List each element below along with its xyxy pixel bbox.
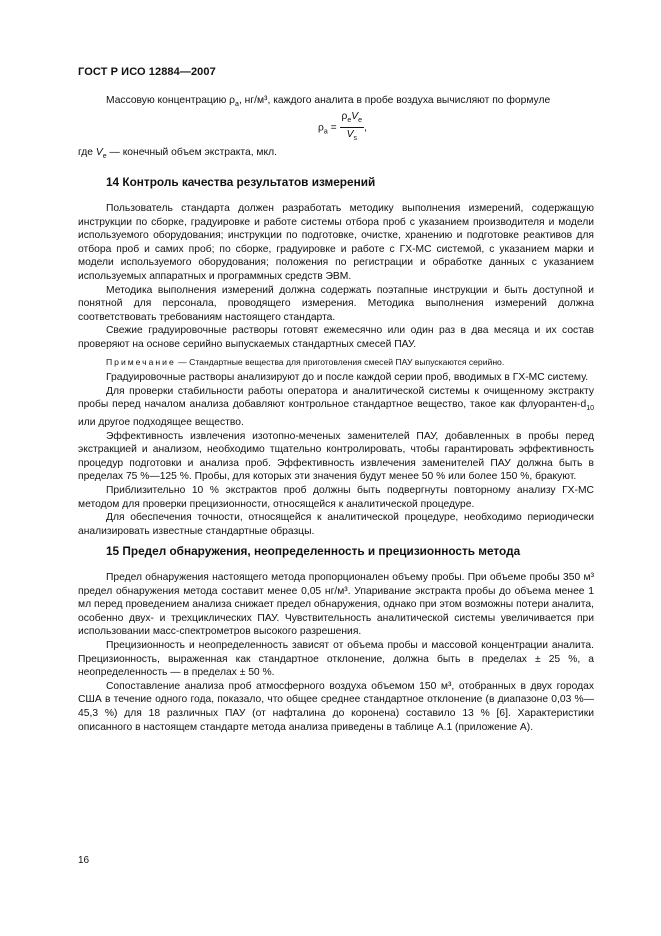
s14-note: Примечание — Стандартные вещества для приготовления смесей ПАУ выпускаются серийно. [106, 356, 505, 367]
section-14 [78, 174, 594, 538]
document-header: ГОСТ Р ИСО 12884—2007 [78, 66, 216, 78]
page-number: 16 [78, 855, 90, 866]
section-15-title: 15 Предел обнаружения, неопределенность и прецизионность метода [106, 544, 521, 558]
s14-paragraph-4: Градуировочные растворы анализируют до и после каждой серии проб, вводимых в ГХ-МС систему. [106, 372, 589, 384]
s14-paragraph-5: Для проверки стабильности работы оператора и аналитической системы к очищенному экстракту пробы перед началом анализа добавляют контрольное стандартное вещество, такое как флуорантен-$d_{10}$ или другое подходящее вещество. [78, 385, 594, 428]
section-15 [78, 543, 594, 734]
s15-paragraph-1: Предел обнаружения настоящего метода пропорционален объему пробы. При объеме пробы 350 м³ предел обнаружения метода составит менее 0,05 нг/м³. Упаривание экстракта пробы до объема менее 1 мл перед проведением анализа снижает предел обнаружения, однако при этом возможны потери аналита, особенно двух- и трехциклических ПАУ. Чувствительность аналитической системы увеличивается при использовании масс-спектрометров высокого разрешения. [78, 572, 594, 638]
s14-paragraph-1: Пользователь стандарта должен разработать методику выполнения измерений, содержащую инструкции по сборке, градуировке и работе системы отбора проб с указанием производителя и модели используемого оборудования; инструкции по подготовке, очистке, хранению и подготовке реактивов для отбора проб и самих проб; по сборке, градуировке и работе с ГХ-МС системой, с указанием марки и модели используемого оборудования; положения по регистрации и обработке данных с указанием используемых аппаратных и программных средств ЭВМ. [78, 203, 594, 282]
section-14-title: 14 Контроль качества результатов измерений [106, 175, 376, 189]
s14-paragraph-3: Свежие градуировочные растворы готовят ежемесячно или один раз в два месяца и их состав проверяют на основе серийно выпускаемых стандартных смесей ПАУ. [78, 325, 594, 350]
s14-paragraph-6: Эффективность извлечения изотопно-меченых заменителей ПАУ, добавленных в пробы перед экстракцией и анализом, необходимо тщательно контролировать, чтобы гарантировать эффективность процедур подготовки и анализа проб. Эффективность извлечения заменителей ПАУ должна быть в пределах 75 %—125 %. Пробы, для которых эти значения будут менее 50 % или более 150 %, бракуют. [78, 430, 594, 483]
formula: $\rho_a$ = $\frac{\rho_eV_e}{V_s}$ , [318, 110, 367, 145]
s14-paragraph-2: Методика выполнения измерений должна содержать поэтапные инструкции и быть доступной и понятной для персонала, проводящего измерения. Методика выполнения измерений должна соответствовать требованиям настоящего стандарта. [78, 284, 594, 323]
s14-paragraph-7: Приблизительно 10 % экстрактов проб должны быть подвергнуты повторному анализу ГХ-МС методом для проверки прецизионности, относящейся к аналитической процедуре. [78, 484, 594, 510]
s14-paragraph-8: Для обеспечения точности, относящейся к аналитической процедуре, необходимо периодически анализировать известные стандартные образцы. [78, 512, 594, 537]
formula-fraction: $\frac{\rho_eV_e}{V_s}$ [341, 111, 363, 143]
s15-paragraph-2: Прецизионность и неопределенность зависят от объема пробы и массовой концентрации аналита. Прецизионность, выраженная как стандартное отклонение, должна быть в пределах ± 25 %, а неопределенность — в пределах ± 50 %. [78, 639, 594, 679]
s15-paragraph-3: Сопоставление анализа проб атмосферного воздуха объемом 150 м³, отобранных в двух городах США в течение одного года, показало, что общее среднее стандартное отклонение (в диапазоне 0,03 %—45,3 %) для 18 различных ПАУ (от нафталина до коронена) составило 13 % [6]. Характеристики описанного в настоящем стандарте метода анализа приведены в таблице А.1 (приложение А). [78, 680, 594, 733]
formula-legend: где $V_e$ — конечный объем экстракта, мкл. [78, 147, 277, 161]
formula-intro [78, 94, 594, 112]
formula-intro-text: Массовую концентрацию $\rho_a$, нг/м³, каждого аналита в пробе воздуха вычисляют по формуле [106, 95, 551, 109]
